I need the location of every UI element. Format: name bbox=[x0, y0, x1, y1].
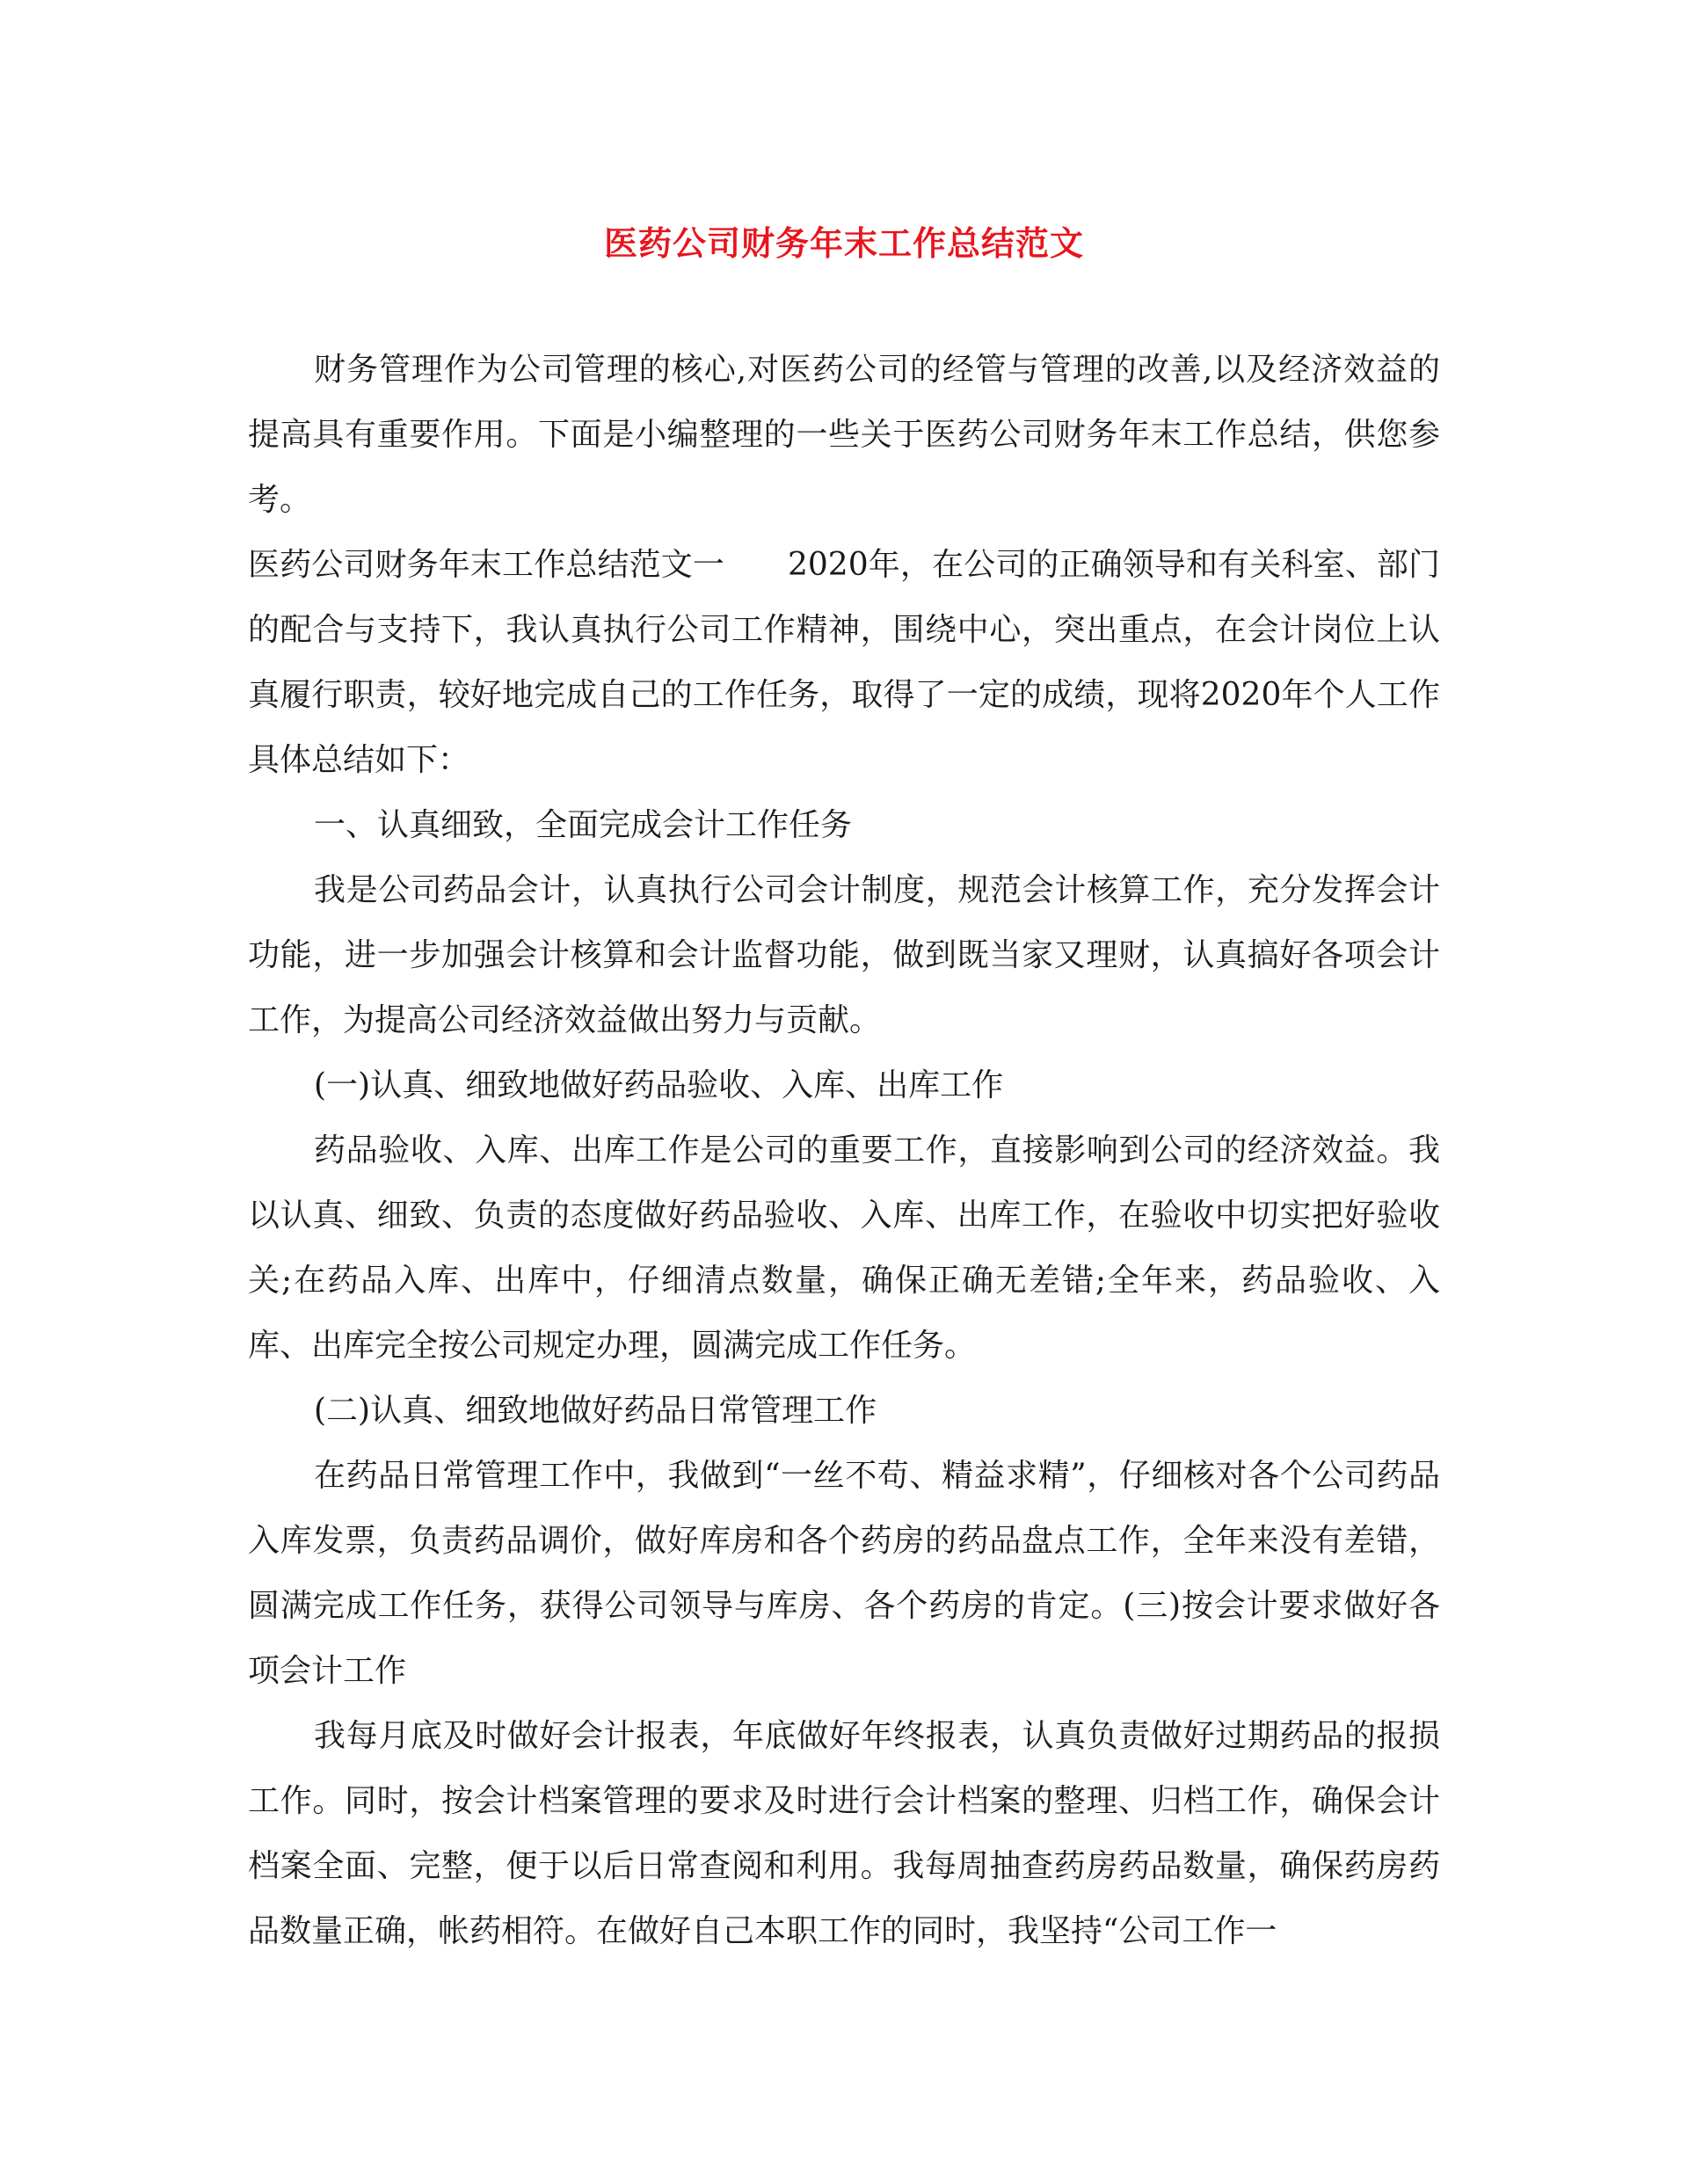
paragraph-1: 我是公司药品会计，认真执行公司会计制度，规范会计核算工作，充分发挥会计功能，进一步加强会计核算和会计监督功能，做到既当家又理财，认真搞好各项会计工作，为提高公司经济效益做出努力与贡献。 bbox=[248, 872, 1440, 1038]
subheading-2: (二)认真、细致地做好药品日常管理工作 bbox=[314, 1393, 877, 1429]
document-title: 医药公司财务年末工作总结范文 bbox=[603, 223, 1084, 263]
subheading-1: (一)认真、细致地做好药品验收、入库、出库工作 bbox=[314, 1067, 1004, 1103]
section-heading: 医药公司财务年末工作总结范文一 bbox=[248, 547, 724, 583]
paragraph-4: 我每月底及时做好会计报表，年底做好年终报表，认真负责做好过期药品的报损工作。同时，按会计档案管理的要求及时进行会计档案的整理、归档工作，确保会计档案全面、完整，便于以后日常查阅和利用。我每周抽查药房药品数量，确保药房药品数量正确，帐药相符。在做好自己本职工作的同时，我坚持“公司工作一 bbox=[248, 1718, 1440, 1949]
section-paragraph bbox=[248, 533, 1440, 793]
paragraph-3: 在药品日常管理工作中，我做到“一丝不苟、精益求精”，仔细核对各个公司药品入库发票，负责药品调价，做好库房和各个药房的药品盘点工作，全年来没有差错，圆满完成工作任务，获得公司领导与库房、各个药房的肯定。(三)按会计要求做好各项会计工作 bbox=[248, 1458, 1440, 1689]
intro-paragraph: 财务管理作为公司管理的核心,对医药公司的经管与管理的改善,以及经济效益的提高具有重要作用。下面是小编整理的一些关于医药公司财务年末工作总结，供您参考。 bbox=[248, 352, 1440, 518]
section-opening: 2020年，在公司的正确领导和有关科室、部门的配合与支持下，我认真执行公司工作精神，围绕中心，突出重点，在会计岗位上认真履行职责，较好地完成自己的工作任务，取得了一定的成绩，现将2020年个人工作具体总结如下： bbox=[248, 547, 1440, 778]
document-body bbox=[248, 338, 1440, 1964]
paragraph-2: 药品验收、入库、出库工作是公司的重要工作，直接影响到公司的经济效益。我以认真、细致、负责的态度做好药品验收、入库、出库工作，在验收中切实把好验收关;在药品入库、出库中，仔细清点数量，确保正确无差错;全年来，药品验收、入库、出库完全按公司规定办理，圆满完成工作任务。 bbox=[248, 1132, 1440, 1364]
heading-1: 一、认真细致，全面完成会计工作任务 bbox=[314, 807, 853, 843]
